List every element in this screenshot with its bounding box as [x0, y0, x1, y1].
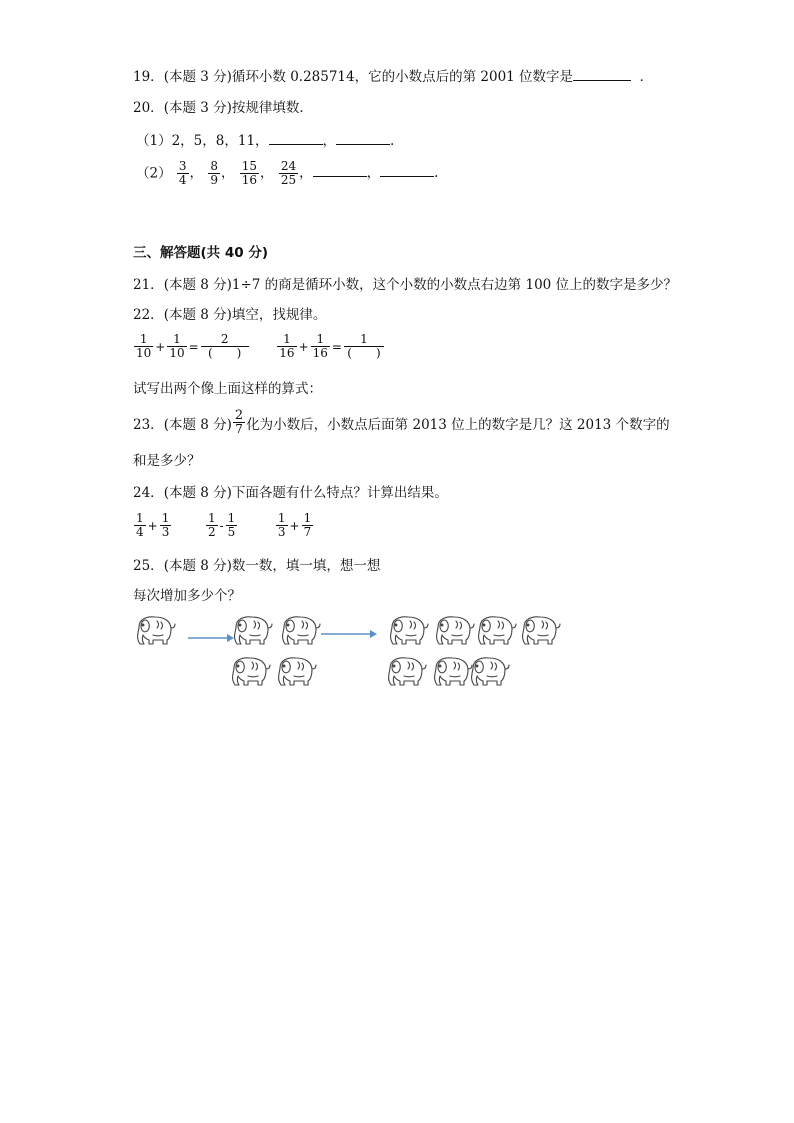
q25-prefix: (本题 8 分) [163, 558, 232, 574]
equals-sign: = [331, 339, 342, 354]
equals-sign: = [188, 339, 199, 354]
q20-row2-label: （2） [136, 165, 172, 182]
q24-item-2-a: $\frac{1}{2}$ [207, 511, 216, 539]
q22-eq1-a: $\frac{1}{10}$ [136, 332, 152, 360]
q24 [133, 484, 448, 502]
q20-fraction-1: $\frac{3}{4}$ [178, 159, 187, 187]
q24-item-2-b: $\frac{1}{5}$ [227, 511, 236, 539]
q25 [133, 557, 380, 575]
q20-sep: ， [260, 165, 274, 181]
minus-sign: - [219, 518, 224, 533]
q19 [133, 68, 653, 86]
q20-sep: ， [220, 165, 235, 181]
q24-item-3-b: $\frac{1}{7}$ [303, 511, 312, 539]
q24-item-1-a: $\frac{1}{4}$ [136, 511, 144, 539]
q22-eq1-b: $\frac{1}{10}$ [169, 332, 185, 360]
q19-answer-blank[interactable] [573, 68, 631, 81]
elephant-icon [432, 613, 476, 647]
q20-row2-blank-1[interactable] [313, 164, 367, 177]
q23 [133, 407, 670, 443]
q20-sep: ， [366, 165, 381, 181]
q24-prefix: (本题 8 分) [163, 485, 232, 501]
q22-number: 22． [133, 307, 164, 323]
q20-fraction-2: $\frac{8}{9}$ [210, 159, 218, 187]
q22-instruction: 试写出两个像上面这样的算式： [133, 381, 322, 397]
elephant-icon [518, 613, 562, 647]
q21-prefix: (本题 8 分) [163, 277, 232, 293]
plus-sign: + [147, 518, 158, 533]
q23-fraction: $\frac{2}{7}$ [234, 408, 244, 436]
q19-end: ． [639, 69, 654, 85]
q20-row1-blank-2[interactable] [336, 132, 390, 145]
q20-text: 按规律填数． [231, 100, 313, 116]
q20-row1-sep: ， [322, 133, 337, 149]
q22-text: 填空，找规律。 [231, 307, 327, 323]
q20 [133, 99, 313, 117]
plus-sign: + [298, 339, 309, 354]
q23-prefix: (本题 8 分) [163, 417, 232, 433]
q19-number: 19． [133, 69, 164, 85]
q22-eq2-b: $\frac{1}{16}$ [312, 332, 328, 360]
q19-text: 循环小数 0.285714，它的小数点后的第 2001 位数字是 [231, 69, 574, 85]
elephant-icon [278, 613, 322, 647]
elephant-icon [467, 654, 511, 688]
plus-sign: + [155, 339, 166, 354]
q20-row1-label: （1）2，5，8，11， [136, 133, 269, 149]
q20-sep: ， [299, 165, 313, 181]
q20-row1-blank-1[interactable] [269, 132, 323, 145]
q19-prefix: (本题 3 分) [163, 69, 232, 85]
q24-item-3-a: $\frac{1}{3}$ [277, 511, 286, 539]
q20-row1 [136, 132, 394, 150]
q22-eq2-result[interactable]: $\frac{1}{( )}$ [344, 333, 384, 360]
q20-number: 20． [133, 100, 164, 116]
q23-number: 23． [133, 417, 164, 433]
q22-prefix: (本题 8 分) [163, 307, 232, 323]
q21 [133, 276, 677, 294]
q23-text-1: 化为小数后，小数点后面第 2013 位上的数字是几？这 2013 个数字的 [246, 417, 670, 433]
elephant-icon [474, 613, 518, 647]
elephant-icon [228, 654, 272, 688]
elephant-icon [274, 654, 318, 688]
q24-number: 24． [133, 485, 164, 501]
q20-prefix: (本题 3 分) [163, 100, 232, 116]
elephant-icon [384, 654, 428, 688]
q22-equations [133, 329, 385, 364]
q22-eq1-result[interactable]: $\frac{2}{( )}$ [201, 333, 249, 360]
q25-question: 每次增加多少个？ [133, 588, 241, 604]
q22 [133, 306, 326, 324]
q20-row2 [136, 157, 438, 190]
q21-number: 21． [133, 277, 164, 293]
q24-item-1-b: $\frac{1}{3}$ [161, 511, 170, 539]
q20-row1-end: . [390, 133, 395, 149]
q20-sep: ， [189, 165, 204, 181]
q22-eq2-a: $\frac{1}{16}$ [279, 332, 295, 360]
arrow-right-icon [320, 628, 378, 640]
q20-row2-end: . [434, 165, 439, 181]
elephant-icon [230, 613, 274, 647]
elephant-icon [386, 613, 430, 647]
q20-row2-blank-2[interactable] [380, 164, 434, 177]
plus-sign: + [289, 518, 300, 533]
q20-fraction-4: $\frac{24}{25}$ [280, 159, 297, 187]
section-heading: 三、解答题(共 40 分) [133, 245, 269, 261]
q24-items [133, 508, 314, 543]
q23-text-line-2: 和是多少？ [133, 453, 201, 469]
q20-fraction-3: $\frac{15}{16}$ [241, 159, 258, 187]
q24-text: 下面各题有什么特点？计算出结果。 [231, 485, 448, 501]
arrow-right-icon [187, 632, 235, 644]
q21-text: 1÷7 的商是循环小数，这个小数的小数点右边第 100 位上的数字是多少？ [231, 277, 678, 293]
q25-number: 25． [133, 558, 164, 574]
elephant-icon [133, 613, 177, 647]
q25-text: 数一数，填一填，想一想 [231, 558, 381, 574]
